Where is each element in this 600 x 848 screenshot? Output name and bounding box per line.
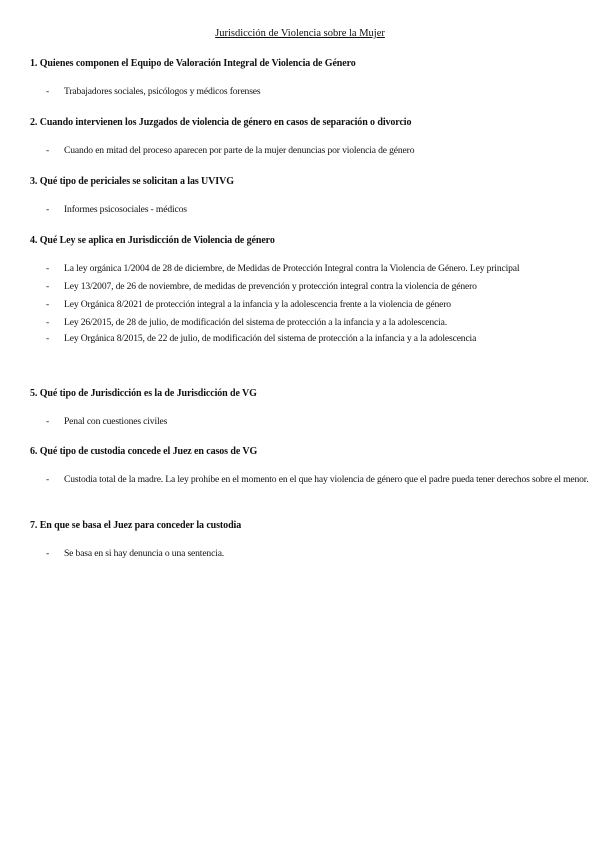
dash-bullet: -	[46, 548, 50, 559]
answer-text: La ley orgánica 1/2004 de 28 de diciembre, de Medidas de Protección Integral contra la Violencia de Género. Ley principal	[64, 263, 520, 274]
answer-text: Penal con cuestiones civiles	[64, 416, 168, 427]
dash-bullet: -	[46, 145, 50, 156]
dash-bullet: -	[46, 299, 50, 310]
list-item	[30, 546, 590, 561]
list-item	[30, 472, 590, 487]
section-4	[30, 235, 590, 349]
section-5	[30, 388, 590, 432]
answer-list-5	[30, 414, 590, 429]
list-item	[30, 143, 590, 158]
answer-text: Ley 26/2015, de 28 de julio, de modificación del sistema de protección a la infancia y a la adolescencia.	[64, 317, 448, 328]
dash-bullet: -	[46, 416, 50, 427]
list-item	[30, 202, 590, 217]
dash-bullet: -	[46, 86, 50, 97]
question-5: 5. Qué tipo de Jurisdicción es la de Jurisdicción de VG	[30, 388, 257, 399]
question-7: 7. En que se basa el Juez para conceder la custodia	[30, 520, 242, 531]
answer-text: Se basa en si hay denuncia o una sentencia.	[64, 548, 225, 559]
answer-list-4	[30, 261, 590, 346]
section-6	[30, 446, 590, 490]
list-item	[30, 261, 590, 276]
answer-list-1	[30, 84, 590, 99]
dash-bullet: -	[46, 263, 50, 274]
list-item	[30, 315, 590, 330]
section-1	[30, 58, 590, 102]
answer-list-6	[30, 472, 590, 487]
answer-text: Ley Orgánica 8/2021 de protección integral a la infancia y la adolescencia frente a la violencia de género	[64, 299, 451, 310]
answer-text: Cuando en mitad del proceso aparecen por parte de la mujer denuncias por violencia de género	[64, 145, 415, 156]
list-item	[30, 414, 590, 429]
dash-bullet: -	[46, 317, 50, 328]
answer-list-2	[30, 143, 590, 158]
document-title: Jurisdicción de Violencia sobre la Mujer	[215, 28, 385, 39]
section-3	[30, 176, 590, 220]
list-item	[30, 84, 590, 99]
dash-bullet: -	[46, 474, 50, 485]
dash-bullet: -	[46, 281, 50, 292]
answer-list-3	[30, 202, 590, 217]
answer-text: Informes psicosociales - médicos	[64, 204, 187, 215]
question-2: 2. Cuando intervienen los Juzgados de violencia de género en casos de separación o divorcio	[30, 117, 412, 128]
answer-text: Custodia total de la madre. La ley prohibe en el momento en el que hay violencia de género que el padre pueda tener derechos sobre el menor.	[64, 474, 589, 485]
list-item	[30, 279, 590, 294]
list-item	[30, 331, 590, 346]
question-4: 4. Qué Ley se aplica en Jurisdicción de Violencia de género	[30, 235, 275, 246]
dash-bullet: -	[46, 333, 50, 344]
answer-text: Ley Orgánica 8/2015, de 22 de julio, de modificación del sistema de protección a la infancia y a la adolescencia	[64, 333, 477, 344]
dash-bullet: -	[46, 204, 50, 215]
answer-text: Trabajadores sociales, psicólogos y médicos forenses	[64, 86, 261, 97]
list-item	[30, 297, 590, 312]
section-7	[30, 520, 590, 564]
question-1: 1. Quienes componen el Equipo de Valoración Integral de Violencia de Género	[30, 58, 356, 69]
answer-text: Ley 13/2007, de 26 de noviembre, de medidas de prevención y protección integral contra la violencia de género	[64, 281, 477, 292]
question-6: 6. Qué tipo de custodia concede el Juez en casos de VG	[30, 446, 258, 457]
question-3: 3. Qué tipo de periciales se solicitan a las UVIVG	[30, 176, 234, 187]
section-2	[30, 117, 590, 161]
answer-list-7	[30, 546, 590, 561]
